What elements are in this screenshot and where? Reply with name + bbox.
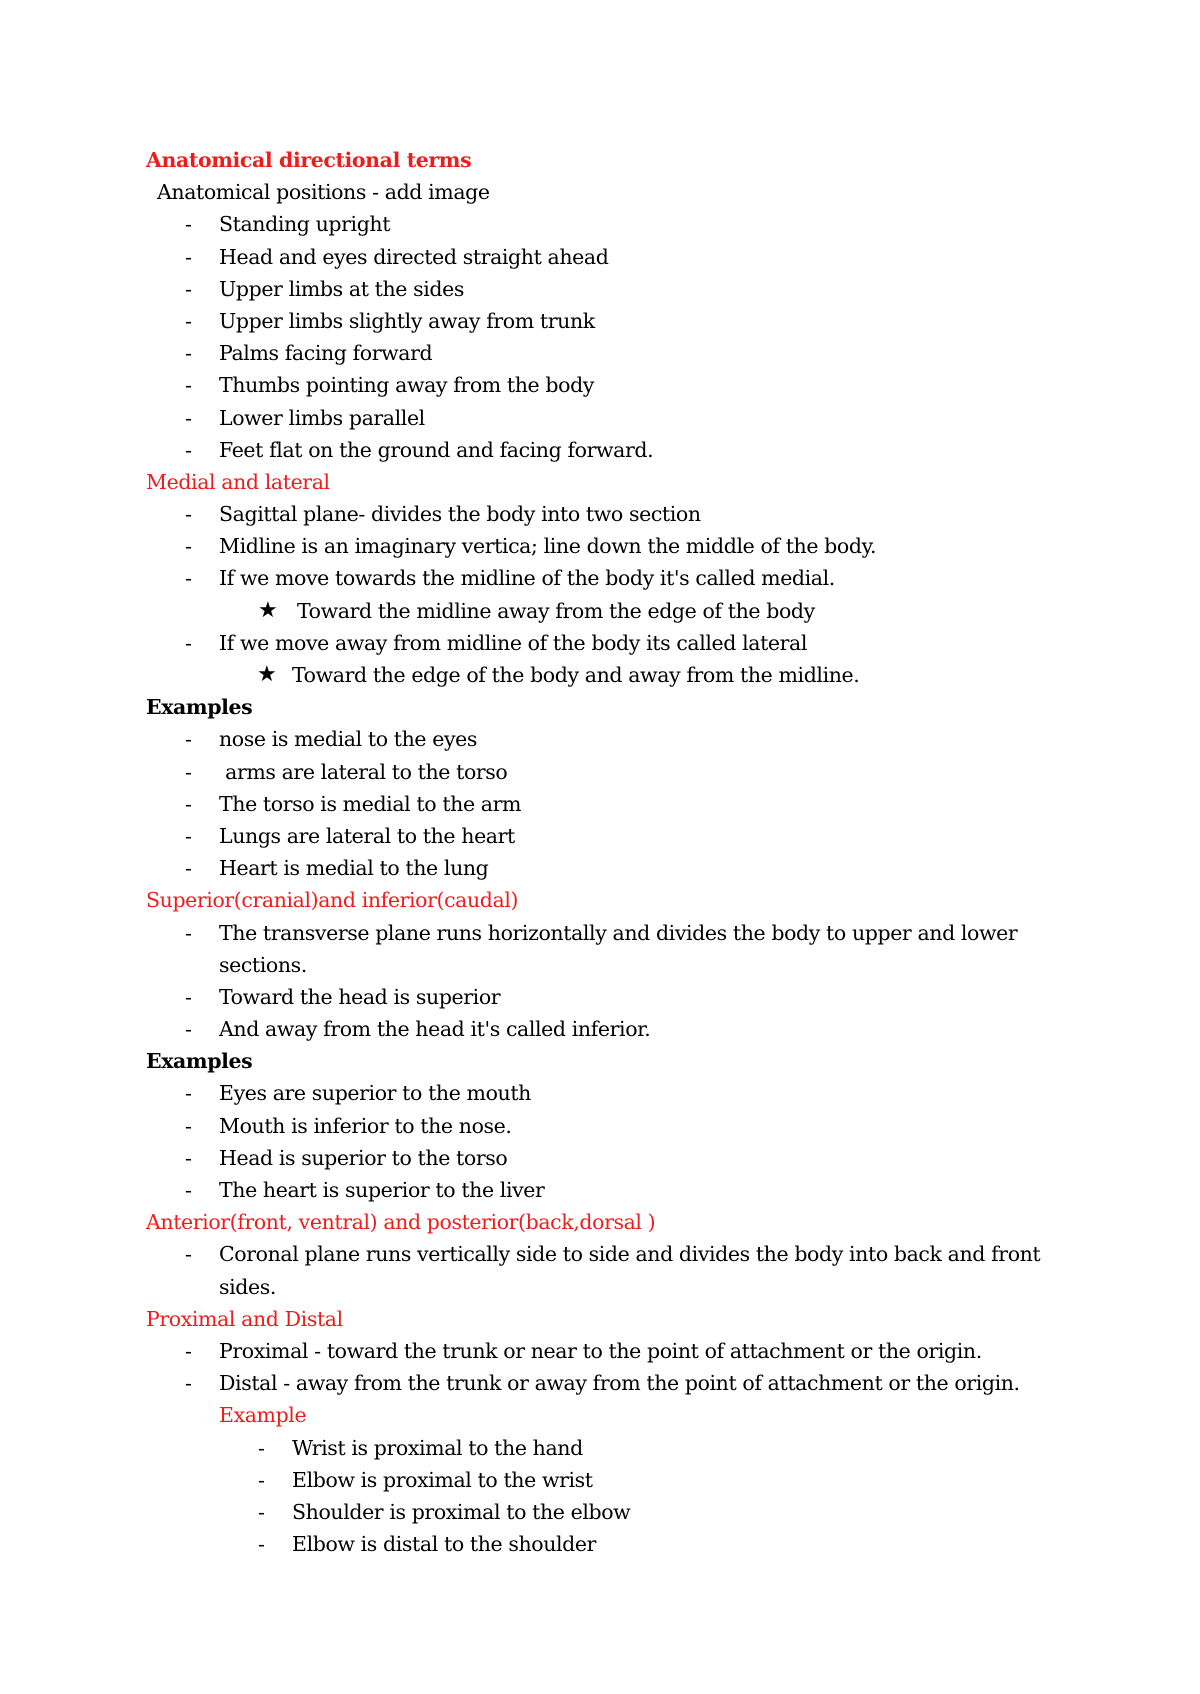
dash-bullet: - <box>258 1435 265 1460</box>
dash-bullet: - <box>185 308 192 333</box>
list-item-text: Toward the midline away from the edge of the body <box>297 598 815 623</box>
star-icon: ★ <box>258 597 278 623</box>
list-item-text: Eyes are superior to the mouth <box>219 1081 531 1106</box>
list-item-text: sections. <box>219 952 307 977</box>
list-item-text: Elbow is distal to the shoulder <box>292 1532 597 1557</box>
list-item-continuation <box>146 1271 1046 1303</box>
dash-bullet: - <box>185 502 192 527</box>
list-item <box>146 530 1046 562</box>
list-item-text: Proximal - toward the trunk or near to the point of attachment or the origin. <box>219 1338 982 1363</box>
section-heading-medial-lateral: Medial and lateral <box>146 469 330 494</box>
list-item-text: nose is medial to the eyes <box>219 727 478 752</box>
list-item-text: Upper limbs at the sides <box>219 276 464 301</box>
list-item-text: Feet flat on the ground and facing forward. <box>219 437 654 462</box>
list-item <box>146 756 1046 788</box>
list-item-text: Head and eyes directed straight ahead <box>219 244 609 269</box>
dash-bullet: - <box>258 1467 265 1492</box>
dash-bullet: - <box>185 373 192 398</box>
dash-bullet: - <box>185 244 192 269</box>
list-item-text: arms are lateral to the torso <box>219 759 508 784</box>
dash-bullet: - <box>185 341 192 366</box>
list-item <box>146 820 1046 852</box>
dash-bullet: - <box>185 437 192 462</box>
list-item-text: Shoulder is proximal to the elbow <box>292 1499 631 1524</box>
dash-bullet: - <box>185 1017 192 1042</box>
list-item-text: Sagittal plane- divides the body into two section <box>219 502 701 527</box>
dash-bullet: - <box>185 856 192 881</box>
list-item-text: And away from the head it's called inferior. <box>219 1017 651 1042</box>
list-item <box>146 1367 1046 1399</box>
dash-bullet: - <box>185 823 192 848</box>
list-item <box>146 1013 1046 1045</box>
list-item <box>146 337 1046 369</box>
list-item-continuation <box>146 949 1046 981</box>
list-item-text: Toward the head is superior <box>219 984 501 1009</box>
positions-heading: Anatomical positions - add image <box>157 180 490 205</box>
list-item <box>146 1077 1046 1109</box>
list-item <box>146 917 1046 949</box>
star-list-item <box>146 659 1046 691</box>
list-item-text: Upper limbs slightly away from trunk <box>219 308 595 333</box>
list-item <box>146 627 1046 659</box>
list-item-text: Lower limbs parallel <box>219 405 425 430</box>
section-heading-proximal-distal: Proximal and Distal <box>146 1306 343 1331</box>
list-item-text: Midline is an imaginary vertica; line down the middle of the body. <box>219 534 877 559</box>
list-item <box>146 981 1046 1013</box>
list-item-text: If we move towards the midline of the body it's called medial. <box>219 566 835 591</box>
examples-list-superior <box>146 1077 1046 1206</box>
list-item <box>146 852 1046 884</box>
positions-list <box>146 208 1046 466</box>
list-item <box>146 1110 1046 1142</box>
list-item-text: Thumbs pointing away from the body <box>219 373 594 398</box>
star-list-item <box>146 595 1046 627</box>
list-item <box>146 1496 1046 1528</box>
list-item <box>146 788 1046 820</box>
list-item <box>146 1174 1046 1206</box>
list-item-text: Wrist is proximal to the hand <box>292 1435 583 1460</box>
list-item-text: The transverse plane runs horizontally and divides the body to upper and lower <box>219 920 1018 945</box>
list-item <box>146 208 1046 240</box>
dash-bullet: - <box>185 1113 192 1138</box>
document-title: Anatomical directional terms <box>146 148 472 172</box>
list-item <box>146 723 1046 755</box>
list-item <box>146 305 1046 337</box>
list-item <box>146 1238 1046 1270</box>
list-item <box>146 1464 1046 1496</box>
dash-bullet: - <box>185 727 192 752</box>
list-item <box>146 369 1046 401</box>
list-item <box>146 402 1046 434</box>
dash-bullet: - <box>185 630 192 655</box>
dash-bullet: - <box>258 1499 265 1524</box>
list-item <box>146 241 1046 273</box>
dash-bullet: - <box>258 1532 265 1557</box>
list-item <box>146 498 1046 530</box>
list-item <box>146 562 1046 594</box>
dash-bullet: - <box>185 405 192 430</box>
dash-bullet: - <box>185 1242 192 1267</box>
list-item-text: Toward the edge of the body and away from the midline. <box>292 663 860 687</box>
anterior-posterior-list <box>146 1238 1046 1302</box>
example-label: Example <box>219 1403 307 1428</box>
dash-bullet: - <box>185 1178 192 1202</box>
dash-bullet: - <box>185 566 192 591</box>
dash-bullet: - <box>185 791 192 816</box>
list-item-text: sides. <box>219 1274 276 1299</box>
list-item-text: Standing upright <box>219 212 391 237</box>
examples-list-medial <box>146 723 1046 884</box>
examples-heading: Examples <box>146 1049 253 1074</box>
list-item-text: The heart is superior to the liver <box>219 1178 545 1202</box>
dash-bullet: - <box>185 1338 192 1363</box>
section-heading-anterior-posterior: Anterior(front, ventral) and posterior(back,dorsal ) <box>146 1210 656 1235</box>
list-item-text: Mouth is inferior to the nose. <box>219 1113 512 1138</box>
list-item-text: Head is superior to the torso <box>219 1145 508 1170</box>
star-icon: ★ <box>257 662 277 687</box>
list-item-text: Distal - away from the trunk or away from the point of attachment or the origin. <box>219 1371 1020 1396</box>
dash-bullet: - <box>185 920 192 945</box>
list-item <box>146 1335 1046 1367</box>
document-body <box>146 144 1046 1560</box>
list-item <box>146 1528 1046 1560</box>
list-item-text: The torso is medial to the arm <box>219 791 522 816</box>
dash-bullet: - <box>185 984 192 1009</box>
dash-bullet: - <box>185 1145 192 1170</box>
dash-bullet: - <box>185 1371 192 1396</box>
list-item <box>146 1432 1046 1464</box>
proximal-distal-list <box>146 1335 1046 1560</box>
list-item-text: Heart is medial to the lung <box>219 856 489 881</box>
dash-bullet: - <box>185 759 192 784</box>
dash-bullet: - <box>185 276 192 301</box>
examples-heading: Examples <box>146 695 253 720</box>
dash-bullet: - <box>185 212 192 237</box>
dash-bullet: - <box>185 534 192 559</box>
superior-inferior-list <box>146 917 1046 1046</box>
section-heading-superior-inferior: Superior(cranial)and inferior(caudal) <box>146 888 519 913</box>
list-item <box>146 434 1046 466</box>
list-item <box>146 1142 1046 1174</box>
list-item <box>146 273 1046 305</box>
list-item-text: Palms facing forward <box>219 341 433 366</box>
list-item-text: Lungs are lateral to the heart <box>219 823 515 848</box>
medial-lateral-list <box>146 498 1046 691</box>
list-item-text: Elbow is proximal to the wrist <box>292 1467 593 1492</box>
list-item-text: Coronal plane runs vertically side to side and divides the body into back and front <box>219 1242 1041 1267</box>
list-item-text: If we move away from midline of the body its called lateral <box>219 630 808 655</box>
dash-bullet: - <box>185 1081 192 1106</box>
